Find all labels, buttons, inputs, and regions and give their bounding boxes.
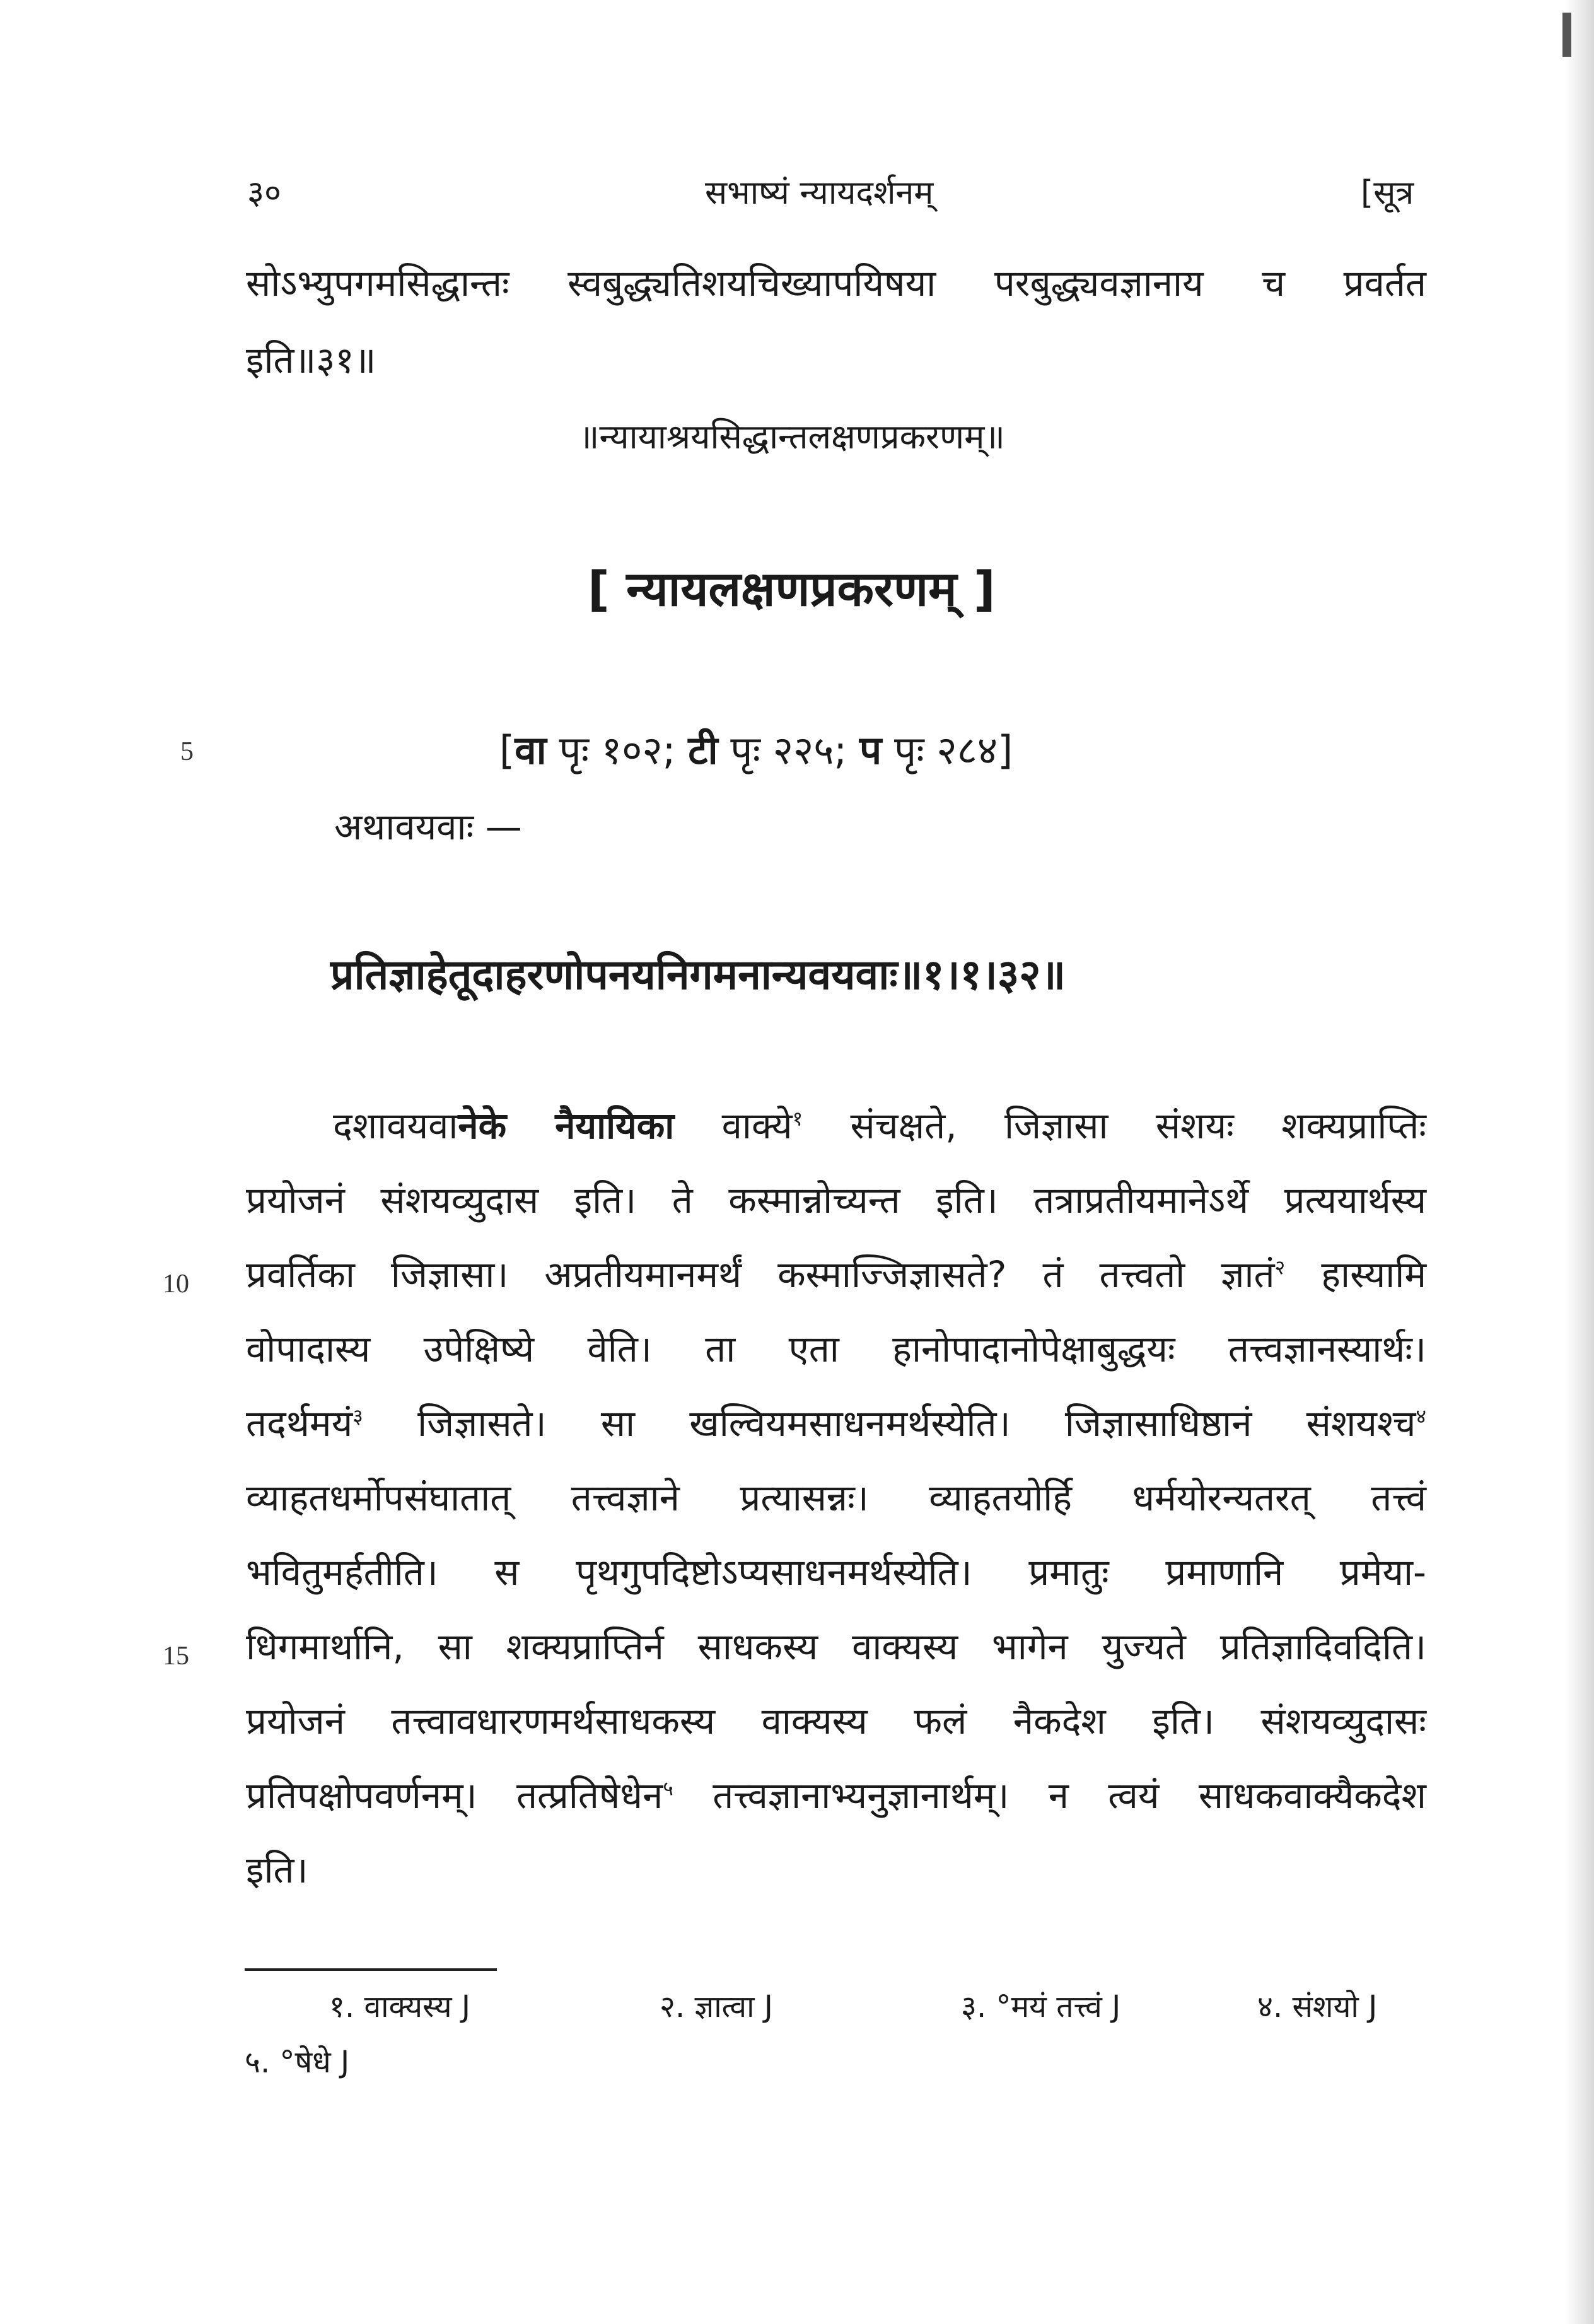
intro-text: अथावयवाः — xyxy=(334,805,522,848)
commentary-line-6: व्याहतधर्मोपसंघातात् तत्त्वज्ञाने प्रत्यासन्नः। व्याहतयोर्हि धर्मयोरन्यतरत् तत्त्वं xyxy=(246,1476,1426,1519)
commentary-line-2: प्रयोजनं संशयव्युदास इति। ते कस्मान्नोच्यन्त इति। तत्राप्रतीयमानेऽर्थे प्रत्ययार्थस्य xyxy=(246,1179,1426,1222)
prev-text-line-1: सोऽभ्युपगमसिद्धान्तः स्वबुद्ध्यतिशयचिख्यापयिषया परबुद्ध्यवज्ञानाय च प्रवर्तत xyxy=(246,262,1426,305)
line-number-15: 15 xyxy=(163,1642,189,1671)
commentary-text: वाक्ये xyxy=(674,1104,793,1147)
reference-va-label: वा xyxy=(515,727,547,773)
footnote-rule xyxy=(245,1968,497,1971)
page-number: ३० xyxy=(247,174,282,212)
section-tag: [सूत्र xyxy=(1361,174,1414,212)
footnote-marker: ५ xyxy=(663,1776,673,1801)
footnote-3: ३. °मयं तत्त्वं J xyxy=(961,1989,1121,2024)
commentary-line-11: इति। xyxy=(246,1848,308,1891)
footnote-4: ४. संशयो J xyxy=(1257,1989,1378,2024)
commentary-line-5 xyxy=(246,1386,1426,1461)
commentary-text: दशावयवा xyxy=(333,1104,458,1147)
emphasized-term: नेके नैयायिका xyxy=(458,1104,675,1147)
line-number-5: 5 xyxy=(180,737,194,766)
commentary-line-1 xyxy=(333,1089,1426,1163)
footnote-2: २. ज्ञात्वा J xyxy=(660,1989,773,2024)
reference-pa-label: प xyxy=(859,727,882,773)
scan-page-edge xyxy=(1565,0,1594,2324)
running-title: सभाष्यं न्यायदर्शनम् xyxy=(705,174,934,212)
prev-text-line-2: इति॥३१॥ xyxy=(246,339,376,382)
footnote-marker: २ xyxy=(1274,1255,1286,1280)
footnote-5: ५. °षेधे J xyxy=(245,2045,350,2080)
commentary-text: प्रतिपक्षोपवर्णनम्। तत्प्रतिषेधेन xyxy=(246,1774,663,1817)
commentary-line-7: भवितुमर्हतीति। स पृथगुपदिष्टोऽप्यसाधनमर्थस्येति। प्रमातुः प्रमाणानि प्रमेया- xyxy=(246,1551,1426,1594)
commentary-reference xyxy=(499,723,1013,776)
commentary-line-8: धिगमार्थानि, सा शक्यप्राप्तिर्न साधकस्य वाक्यस्य भागेन युज्यते प्रतिज्ञादिवदिति। xyxy=(246,1625,1426,1668)
sutra-text: प्रतिज्ञाहेतूदाहरणोपनयनिगमनान्यवयवाः॥१।१।३२॥ xyxy=(330,950,1066,999)
reference-ti-label: टी xyxy=(688,727,718,773)
commentary-text: जिज्ञासते। सा खल्वियमसाधनमर्थस्येति। जिज्ञासाधिष्ठानं संशयश्च xyxy=(363,1402,1416,1445)
reference-pa-page: पृः २८४] xyxy=(893,727,1013,773)
footnote-marker: ३ xyxy=(352,1404,363,1428)
reference-open-bracket: [ xyxy=(499,727,515,773)
commentary-line-9: प्रयोजनं तत्त्वावधारणमर्थसाधकस्य वाक्यस्य फलं नैकदेश इति। संशयव्युदासः xyxy=(246,1700,1426,1743)
commentary-line-4: वोपादास्य उपेक्षिष्ये वेति। ता एता हानोपादानोपेक्षाबुद्धयः तत्त्वज्ञानस्यार्थः। xyxy=(246,1328,1426,1370)
commentary-text: तत्त्वज्ञानाभ्यनुज्ञानार्थम्। न त्वयं साधकवाक्यैकदेश xyxy=(673,1774,1426,1817)
commentary-text: प्रवर्तिका जिज्ञासा। अप्रतीयमानमर्थं कस्माज्जिज्ञासते? तं तत्त्वतो ज्ञातं xyxy=(246,1253,1275,1296)
footnote-marker: ४ xyxy=(1416,1404,1426,1428)
reference-ti-page: पृः २२५; xyxy=(730,727,847,773)
commentary-line-10 xyxy=(246,1758,1426,1833)
commentary-text: संचक्षते, जिज्ञासा संशयः शक्यप्राप्तिः xyxy=(803,1104,1426,1147)
commentary-line-3 xyxy=(246,1237,1426,1312)
prakarana-colophon: ॥न्यायाश्रयसिद्धान्तलक्षणप्रकरणम्॥ xyxy=(579,417,1005,457)
reference-va-page: पृः १०२; xyxy=(559,727,676,773)
section-title: [ न्यायलक्षणप्रकरणम् ] xyxy=(588,561,996,617)
footnote-1: १. वाक्यस्य J xyxy=(329,1989,471,2024)
footnote-marker: १ xyxy=(792,1106,803,1131)
scan-binding-mark xyxy=(1562,13,1571,57)
line-number-10: 10 xyxy=(163,1270,189,1299)
commentary-text: तदर्थमयं xyxy=(246,1402,353,1445)
commentary-text: हास्यामि xyxy=(1285,1253,1426,1296)
